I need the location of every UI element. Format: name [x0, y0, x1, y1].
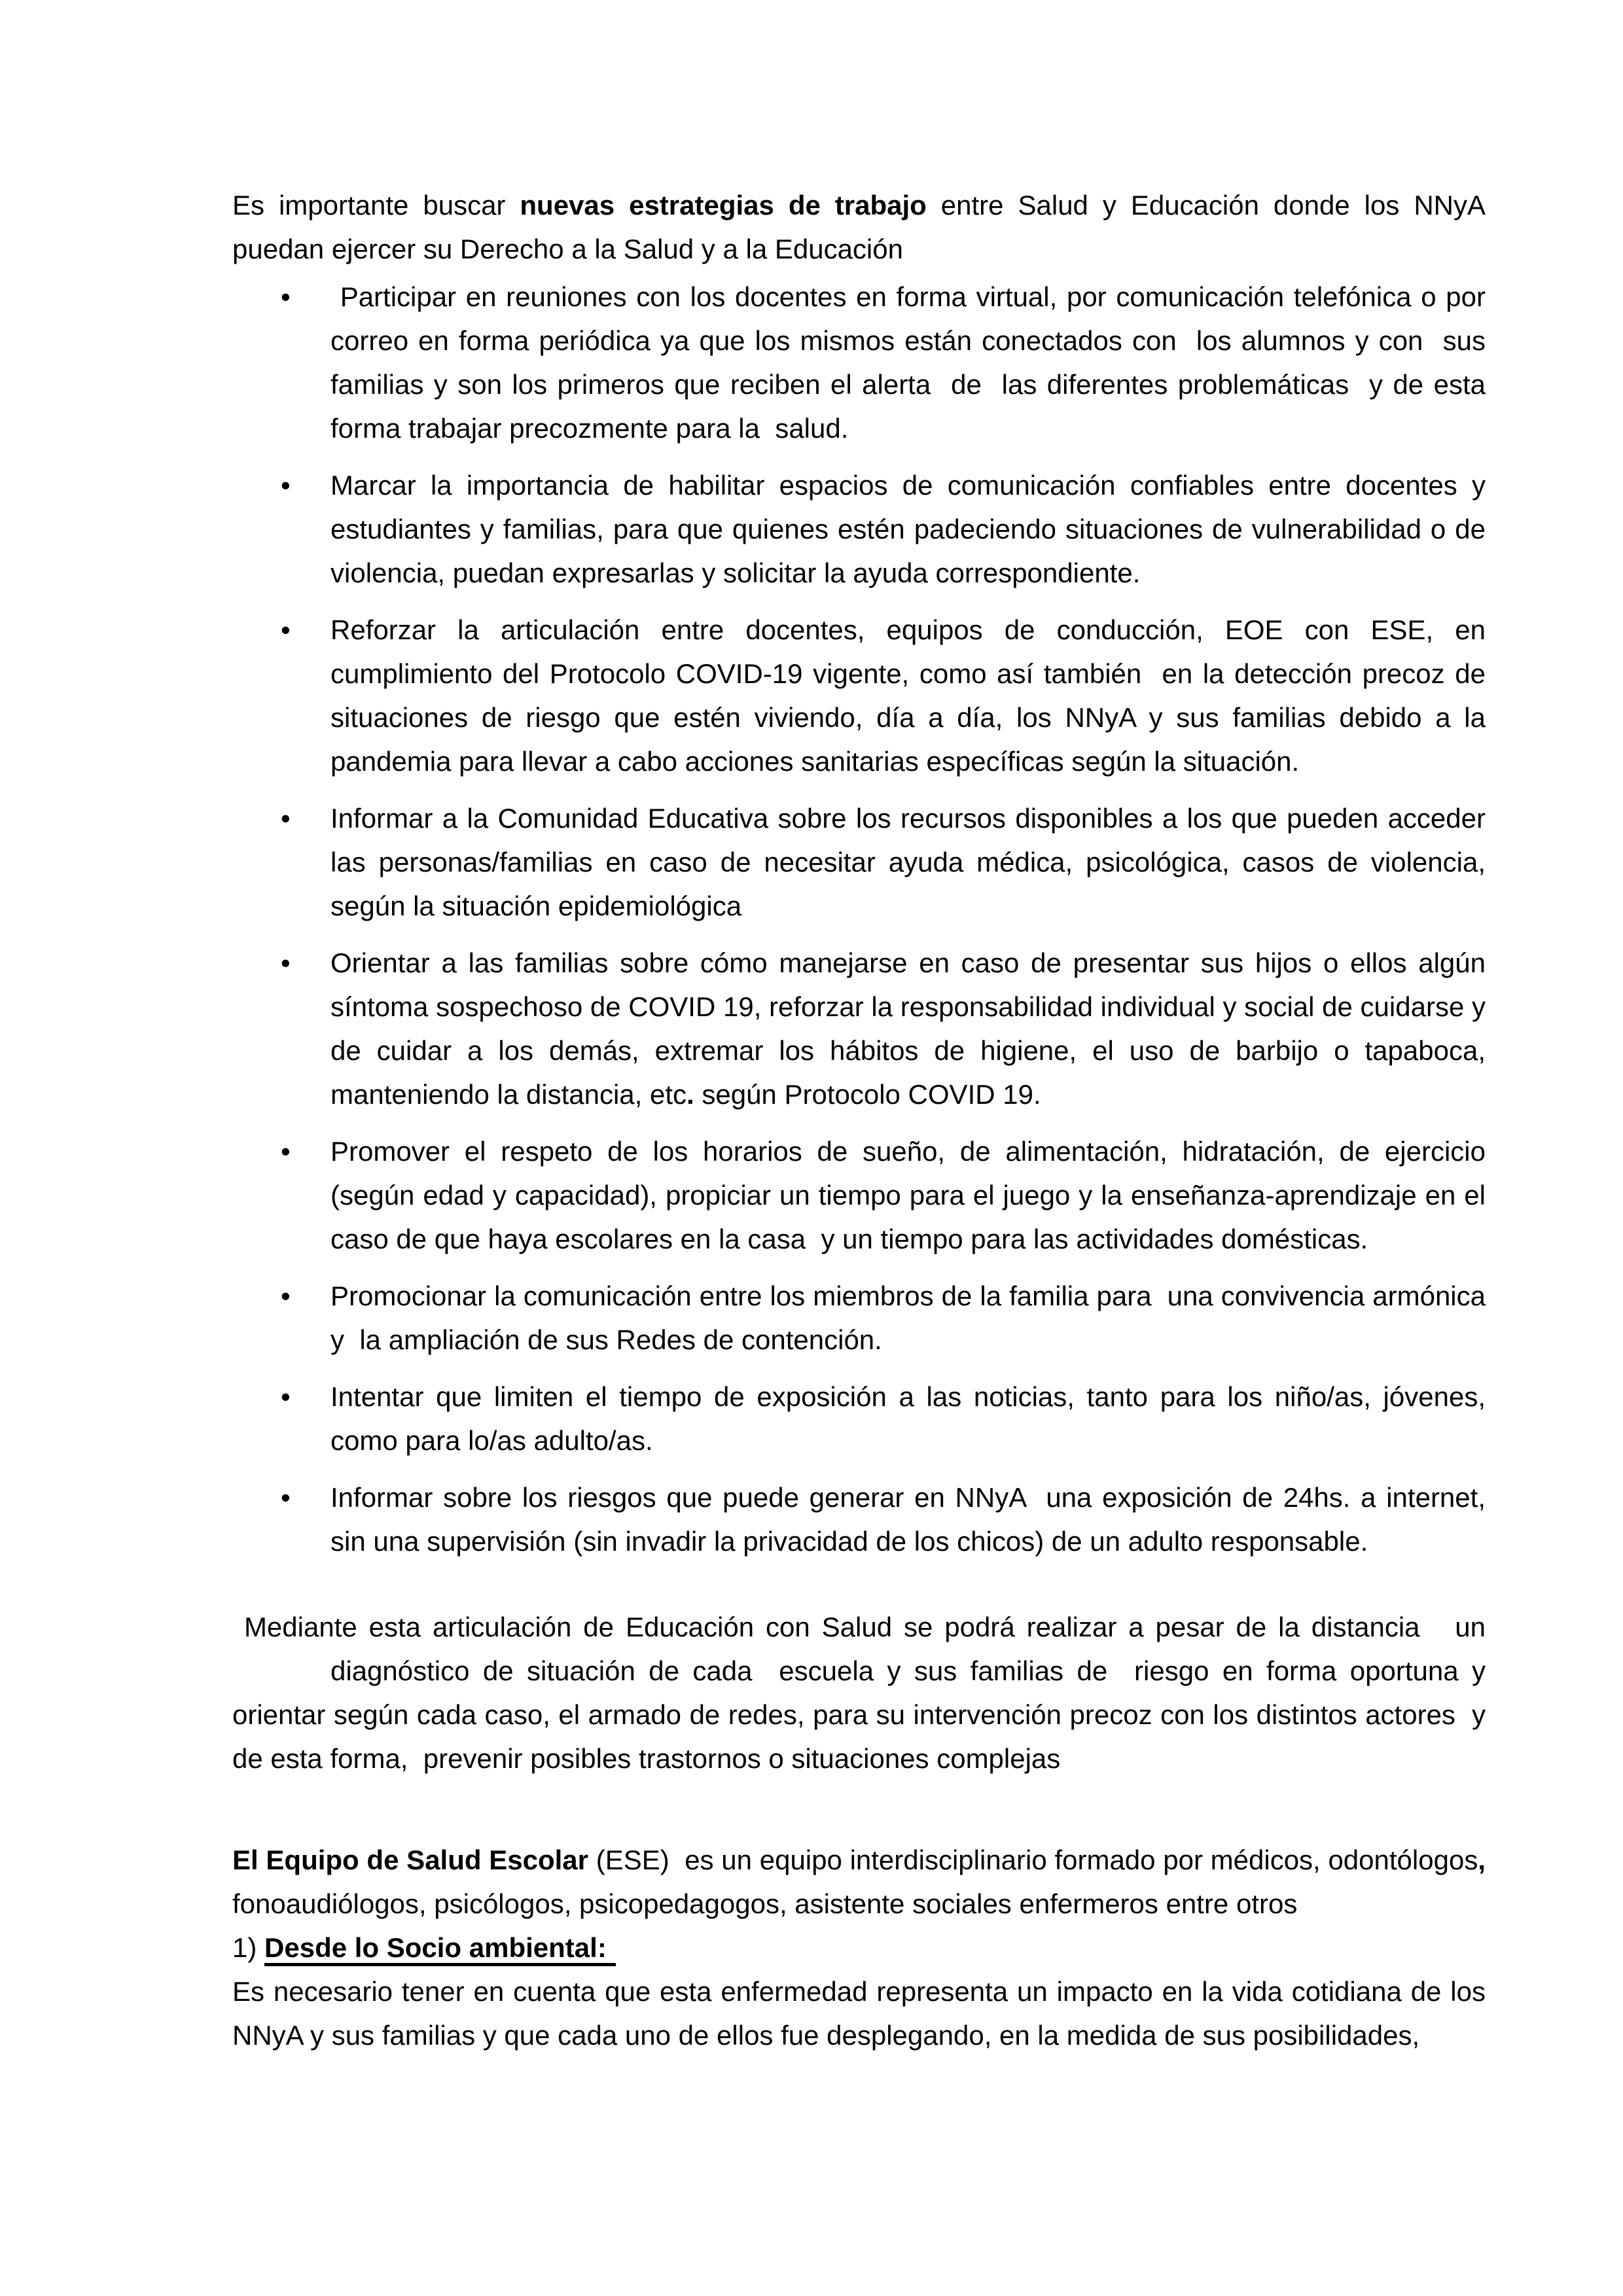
bullet-item — [232, 941, 1493, 1116]
bullet-item — [232, 796, 1493, 928]
text-run: Informar sobre los riesgos que puede generar en NNyA una exposición de 24hs. a internet, sin una supervisión (sin invadir la privacidad de los chicos) de un adulto responsable. — [330, 1482, 1493, 1557]
text-run: , — [1478, 1845, 1486, 1875]
bullet-marker-icon: • — [281, 1482, 291, 1513]
bullet-marker-icon: • — [281, 614, 291, 645]
bullet-item — [232, 608, 1493, 783]
equipo-paragraph — [232, 1838, 1493, 1926]
text-run: fonoaudiólogos, psicólogos, psicopedagogos, asistente sociales enfermeros entre otros — [232, 1845, 1493, 1919]
heading-title: Desde lo Socio ambiental: — [264, 1932, 616, 1966]
heading-number: 1) — [232, 1932, 265, 1963]
bullet-item — [232, 1375, 1493, 1462]
bullet-item — [232, 275, 1493, 450]
bullet-marker-icon: • — [281, 470, 291, 501]
text-run: Marcar la importancia de habilitar espacios de comunicación confiables entre docentes y estudiantes y familias, para que quienes estén padeciendo situaciones de vulnerabilidad o de violencia, puedan expresarlas y solicitar la ayuda correspondiente. — [330, 470, 1493, 588]
text-run: El Equipo de Salud Escolar — [232, 1845, 589, 1875]
text-run: Reforzar la articulación entre docentes, equipos de conducción, EOE con ESE, en cumplimiento del Protocolo COVID-19 vigente, como así también en la detección precoz de situaciones de riesgo que estén viviendo, día a día, los NNyA y sus familias debido a la pandemia para llevar a cabo acciones sanitarias específicas según la situación. — [330, 614, 1493, 777]
bullet-marker-icon: • — [281, 281, 291, 312]
bullet-marker-icon: • — [281, 803, 291, 834]
mediante-paragraph — [232, 1605, 1486, 1780]
text-run: entre Salud y Educación donde los NNyA puedan ejercer su Derecho a la Salud y a la Educación — [232, 190, 1493, 264]
text-run: Mediante esta articulación de Educación con Salud se podrá realizar a pesar de la distancia un — [232, 1612, 1486, 1642]
text-run: Intentar que limiten el tiempo de exposición a las noticias, tanto para los niño/as, jóvenes, como para lo/as adulto/as. — [330, 1381, 1493, 1456]
text-run: . — [687, 1079, 694, 1110]
paragraph-line — [232, 1693, 1486, 1737]
bullet-marker-icon: • — [281, 947, 291, 978]
bullet-item — [232, 463, 1493, 595]
text-run: Participar en reuniones con los docentes en forma virtual, por comunicación telefónica o por correo en forma periódica ya que los mismos están conectados con los alumnos y con sus familias y son los primeros que reciben el alerta de las diferentes problemáticas y de esta forma trabajar precozmente para la salud. — [330, 281, 1493, 444]
bullet-marker-icon: • — [281, 1136, 291, 1167]
paragraph-line — [232, 1737, 1486, 1780]
text-run: según Protocolo COVID 19. — [694, 1079, 1041, 1110]
bullet-marker-icon: • — [281, 1280, 291, 1311]
text-run: Es importante buscar — [232, 190, 520, 221]
document-content — [232, 183, 1493, 2057]
closing-paragraph — [232, 1969, 1493, 2057]
bullet-list — [232, 275, 1493, 1563]
socio-ambiental-heading — [232, 1926, 1486, 1969]
intro-paragraph — [232, 183, 1493, 271]
text-run: (ESE) es un equipo interdisciplinario formado por médicos, odontólogos — [588, 1845, 1478, 1875]
text-run: orientar según cada caso, el armado de redes, para su intervención precoz con los distintos actores y — [232, 1699, 1486, 1730]
text-run: Es necesario tener en cuenta que esta enfermedad representa un impacto en la vida cotidiana de los NNyA y sus familias y que cada uno de ellos fue desplegando, en la medida de sus posibilidades, — [232, 1976, 1493, 2051]
text-run: diagnóstico de situación de cada escuela y sus familias de riesgo en forma oportuna y — [330, 1655, 1486, 1686]
bullet-item — [232, 1274, 1493, 1362]
text-run: Informar a la Comunidad Educativa sobre los recursos disponibles a los que pueden acceder las personas/familias en caso de necesitar ayuda médica, psicológica, casos de violencia, según la situación epidemiológica — [330, 803, 1493, 921]
text-run: de esta forma, prevenir posibles trastornos o situaciones complejas — [232, 1743, 1061, 1774]
paragraph-line — [232, 1605, 1486, 1649]
text-run: Promover el respeto de los horarios de sueño, de alimentación, hidratación, de ejercicio (según edad y capacidad), propiciar un tiempo para el juego y la enseñanza-aprendizaje en el caso de que haya escolares en la casa y un tiempo para las actividades domésticas. — [330, 1136, 1493, 1254]
bullet-item — [232, 1129, 1493, 1261]
text-run: Promocionar la comunicación entre los miembros de la familia para una convivencia armónica y la ampliación de sus Redes de contención. — [330, 1280, 1493, 1355]
bullet-item — [232, 1475, 1493, 1563]
bullet-marker-icon: • — [281, 1381, 291, 1412]
text-run: nuevas estrategias de trabajo — [520, 190, 927, 221]
text-run: Orientar a las familias sobre cómo manejarse en caso de presentar sus hijos o ellos algún síntoma sospechoso de COVID 19, reforzar la responsabilidad individual y social de cuidarse y de cuidar a los demás, extremar los hábitos de higiene, el uso de barbijo o tapaboca, manteniendo la distancia, etc — [330, 947, 1493, 1110]
paragraph-line — [232, 1649, 1486, 1693]
